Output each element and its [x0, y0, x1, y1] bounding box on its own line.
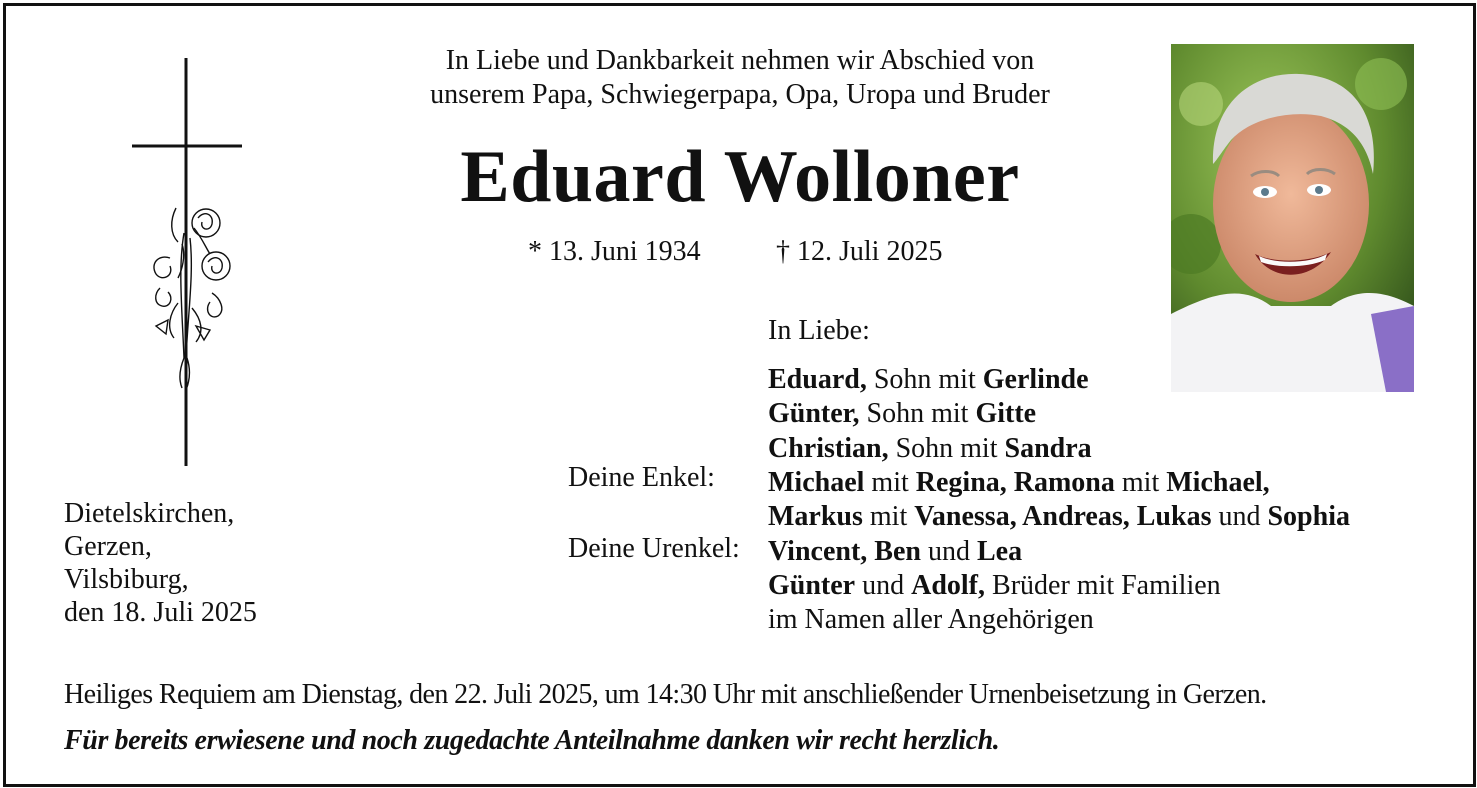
birth-date: * 13. Juni 1934: [528, 236, 701, 267]
mourner-name: Vincent, Ben: [768, 535, 921, 567]
place-line-4: den 18. Juli 2025: [64, 597, 257, 628]
mourner-relation: mit: [864, 466, 916, 498]
mourner-relation: Sohn mit: [888, 432, 1005, 464]
mourner-name: Lea: [976, 535, 1023, 567]
place-line-3: Vilsbiburg,: [64, 564, 189, 595]
mourner-row: [768, 536, 1022, 568]
mourner-row: [768, 433, 1092, 465]
urenkel-label: Deine Urenkel:: [568, 533, 740, 564]
mourner-relation: mit: [1114, 466, 1167, 498]
mourner-relation: Brüder mit Familien: [985, 569, 1221, 601]
mourner-row: [768, 467, 1270, 499]
mourner-row: [768, 398, 1036, 430]
mourner-name: Sophia: [1267, 501, 1350, 533]
mourner-name: Günter,: [768, 398, 860, 430]
place-line-2: Gerzen,: [64, 531, 152, 562]
mourner-relation: und: [920, 535, 977, 567]
death-date: † 12. Juli 2025: [776, 236, 943, 267]
mourner-relation: mit: [862, 501, 915, 533]
requiem-info: Heiliges Requiem am Dienstag, den 22. Juli 2025, um 14:30 Uhr mit anschließender Urnenbeisetzung in Gerzen.: [64, 679, 1267, 710]
mourner-name: Michael,: [1166, 466, 1270, 498]
intro-text: [340, 44, 1140, 112]
mourners-heading: In Liebe:: [768, 315, 870, 346]
intro-line-1: In Liebe und Dankbarkeit nehmen wir Abschied von: [445, 45, 1035, 76]
mourner-name: Gitte: [975, 398, 1037, 430]
place-and-date: [64, 497, 257, 629]
place-line-1: Dietelskirchen,: [64, 498, 235, 529]
mourner-name: Christian,: [768, 432, 889, 464]
mourner-name: Adolf,: [911, 569, 986, 601]
mourner-relation: und: [1211, 501, 1268, 533]
thanks-text: Für bereits erwiesene und noch zugedachte Anteilnahme danken wir recht herzlich.: [64, 725, 1000, 756]
mourner-relation: im Namen aller Angehörigen: [768, 604, 1094, 636]
mourner-name: Regina, Ramona: [915, 466, 1115, 498]
deceased-name: Eduard Wolloner: [460, 136, 1020, 218]
enkel-label: Deine Enkel:: [568, 462, 715, 493]
mourner-row: [768, 364, 1089, 396]
portrait-photo: [1171, 44, 1414, 392]
mourner-name: Markus: [768, 501, 863, 533]
mourner-name: Eduard,: [768, 364, 867, 395]
mourner-name: Günter: [768, 569, 856, 601]
intro-line-2: unserem Papa, Schwiegerpapa, Opa, Uropa und Bruder: [430, 79, 1050, 110]
mourner-row: [768, 501, 1350, 533]
cross-with-roses-icon: [120, 58, 250, 478]
mourner-row: [768, 570, 1221, 602]
mourner-name: Michael: [768, 466, 865, 498]
mourner-relation: Sohn mit: [859, 398, 976, 430]
mourner-name: Sandra: [1004, 432, 1092, 464]
mourner-relation: Sohn mit: [866, 364, 983, 395]
mourner-row: [768, 604, 1094, 636]
mourner-name: Gerlinde: [982, 364, 1089, 395]
mourner-relation: und: [855, 569, 912, 601]
mourner-name: Vanessa, Andreas, Lukas: [914, 501, 1212, 533]
